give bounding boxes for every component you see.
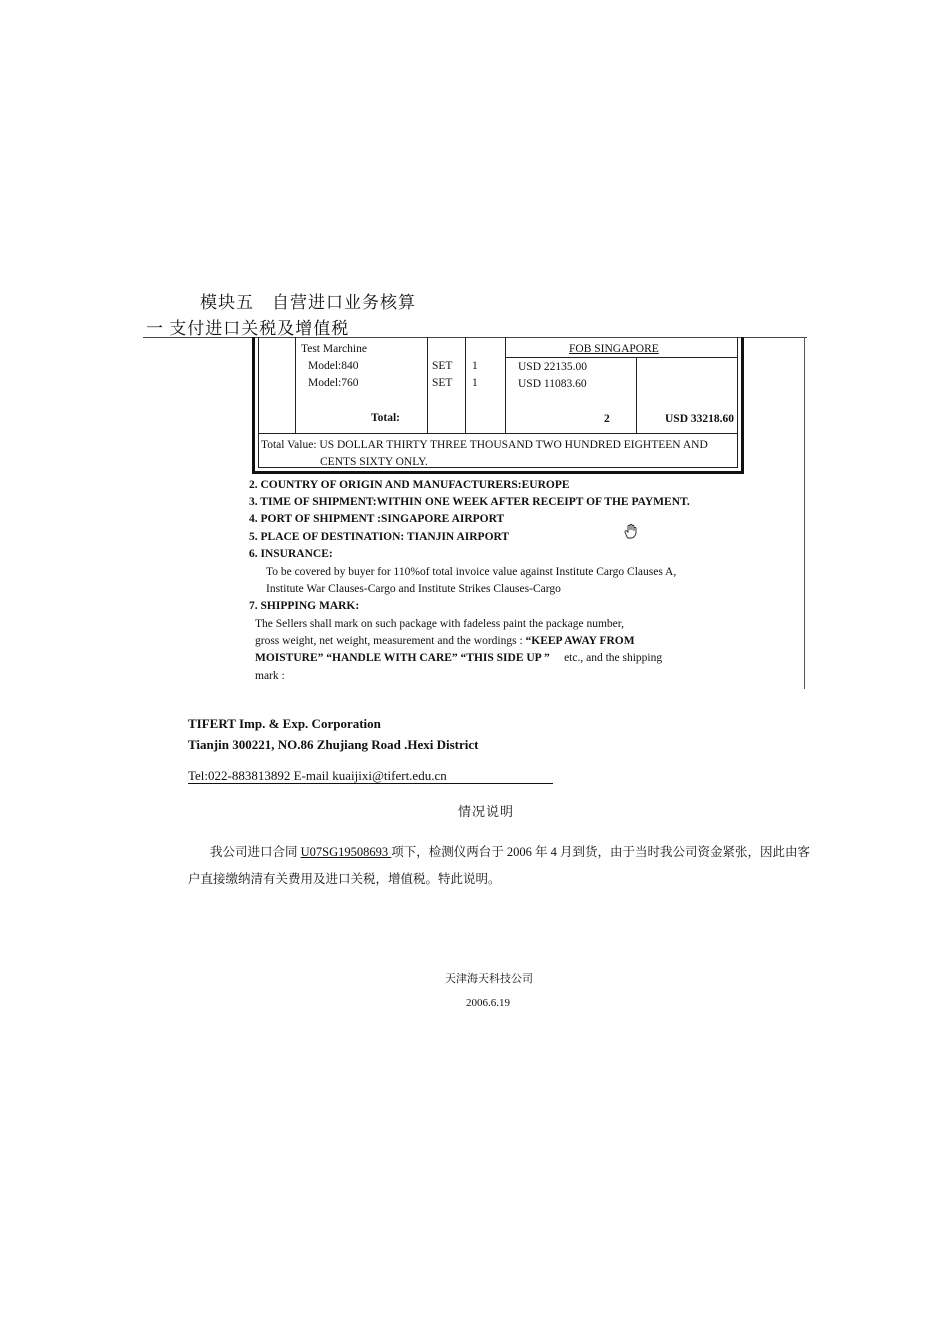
table-col-line [505, 337, 506, 433]
total-label: Total: [371, 412, 400, 424]
clause-shipment-time: 3. TIME OF SHIPMENT:WITHIN ONE WEEK AFTER RECEIPT OF THE PAYMENT. [249, 496, 690, 508]
clause-destination: 5. PLACE OF DESTINATION: TIANJIN AIRPORT [249, 531, 510, 543]
total-qty: 2 [604, 413, 610, 425]
shipping-mark-line2 [255, 635, 635, 647]
item-qty: 1 [472, 360, 478, 372]
goods-name: Test Marchine [301, 343, 367, 355]
clause-shipping-mark: 7. SHIPPING MARK: [249, 600, 360, 612]
clause-origin: 2. COUNTRY OF ORIGIN AND MANUFACTURERS:EUROPE [249, 479, 570, 491]
company-address: Tianjin 300221, NO.86 Zhujiang Road .Hexi District [188, 737, 479, 752]
item-amount: USD 22135.00 [518, 361, 588, 373]
total-value-line1: Total Value: US DOLLAR THIRTY THREE THOUSAND TWO HUNDRED EIGHTEEN AND [261, 439, 708, 451]
item-qty: 1 [472, 377, 478, 389]
item-amount: USD 11083.60 [518, 378, 587, 390]
page-right-border [804, 337, 805, 689]
table-col-line [295, 337, 296, 433]
hand-cursor-icon [622, 522, 640, 540]
table-col-line [636, 358, 637, 433]
shipping-mark-gap [550, 652, 564, 664]
memo-line2: 户直接缴纳清有关费用及进口关税，增值税。特此说明。 [188, 872, 501, 886]
table-col-line [427, 337, 428, 433]
shipping-mark-wordings: MOISTURE” “HANDLE WITH CARE” “THIS SIDE UP ” [255, 652, 550, 664]
memo-line1-prefix: 我公司进口合同 [210, 845, 301, 859]
clause-insurance: 6. INSURANCE: [249, 548, 333, 560]
memo-date: 2006.6.19 [466, 997, 510, 1009]
memo-heading: 情况说明 [458, 804, 515, 819]
item-unit: SET [432, 360, 453, 372]
shipping-mark-line2-text: gross weight, net weight, measurement and the wordings : [255, 635, 526, 647]
memo-line1 [210, 842, 810, 860]
table-row-line [259, 433, 737, 434]
section-title: 一 支付进口关税及增值税 [146, 319, 350, 338]
item-model: Model:840 [308, 360, 359, 372]
company-name: TIFERT Imp. & Exp. Corporation [188, 716, 381, 731]
contact-underline [188, 783, 553, 784]
contract-goods-table [252, 337, 744, 474]
contract-number: U07SG19508693 [300, 845, 392, 859]
insurance-text-line2: Institute War Clauses-Cargo and Institute Strikes Clauses-Cargo [266, 583, 561, 595]
shipping-mark-etc: etc., and the shipping [564, 652, 663, 664]
total-value-line2: CENTS SIXTY ONLY. [320, 456, 428, 468]
shipping-mark-line4: mark : [255, 670, 285, 682]
table-row-line [505, 357, 737, 358]
clause-port-of-shipment: 4. PORT OF SHIPMENT :SINGAPORE AIRPORT [249, 513, 505, 525]
insurance-text-line1: To be covered by buyer for 110%of total invoice value against Institute Cargo Clauses A, [266, 566, 677, 578]
shipping-mark-line1: The Sellers shall mark on such package with fadeless paint the package number, [255, 618, 625, 630]
item-unit: SET [432, 377, 453, 389]
contract-table-inner-frame [258, 337, 738, 468]
table-col-line [465, 337, 466, 433]
memo-signer: 天津海天科技公司 [445, 973, 533, 985]
item-model: Model:760 [308, 377, 359, 389]
price-term: FOB SINGAPORE [569, 343, 659, 355]
total-amount: USD 33218.60 [665, 413, 735, 425]
memo-line1-suffix: 项下，检测仪两台于 2006 年 4 月到货，由于当时我公司资金紧张，因此由客 [391, 845, 811, 859]
shipping-mark-line3 [255, 652, 662, 664]
module-title: 模块五 自营进口业务核算 [200, 293, 416, 312]
shipping-mark-keep-away: “KEEP AWAY FROM [525, 635, 635, 647]
company-contact: Tel:022-883813892 E-mail kuaijixi@tifert.edu.cn [188, 768, 447, 783]
